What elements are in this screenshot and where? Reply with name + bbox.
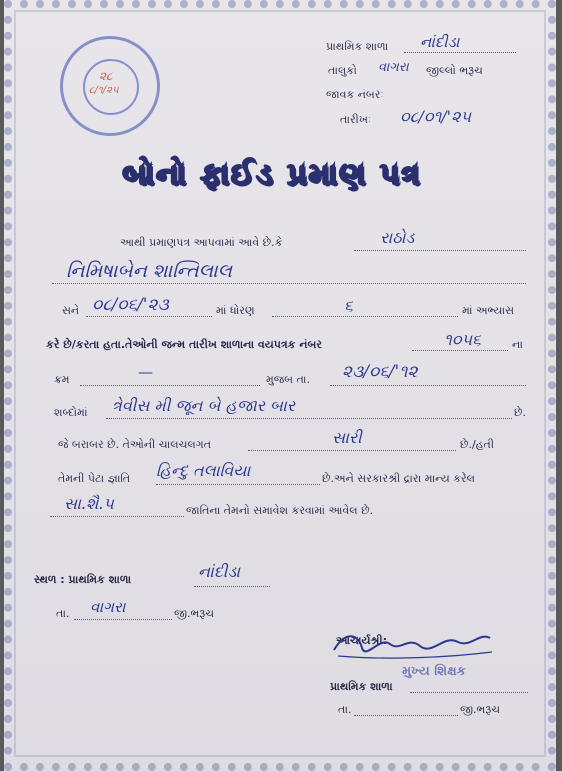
kram-value: — (138, 363, 153, 381)
since-value: ૦૮/૦૬/'૨૩ (92, 295, 169, 315)
since-dots (86, 316, 212, 317)
header-school-name: નાંદીડા (420, 33, 460, 51)
principal-ta-dots (354, 715, 458, 716)
category-dots (50, 516, 184, 517)
dob-dots (330, 385, 526, 386)
kram-dots (80, 385, 260, 386)
place-value: નાંદીડા (198, 562, 241, 581)
principal-ta-label: તા. (338, 703, 352, 716)
std-label: માં ધોરણ (216, 304, 255, 317)
header-outward-label: જાવક નંબરઃ (326, 88, 384, 101)
dob-words: ત્રેવીસ મી જૂન બે હજાર બાર (112, 396, 296, 415)
dob-value: ૨૩/૦૬/'૧૨ (342, 362, 418, 382)
name-dots (52, 283, 526, 284)
body-line4: કરે છે/કરતા હતા.તેઓની જન્મ તારીખ શાળાના વયપત્રક નંબર (46, 338, 322, 351)
conduct-dots (248, 450, 456, 451)
certificate-title: બોનો ફાઈડ પ્રમાણ પત્ર (122, 156, 422, 192)
conduct-value: સારી (332, 428, 362, 447)
register-dots (412, 350, 508, 351)
principal-school-dots (410, 692, 528, 693)
std-value: ૬ (344, 296, 353, 315)
place-label: સ્થળ : પ્રાથમિક શાળા (34, 573, 132, 586)
principal-stamp-text: મુખ્ય શિક્ષક (402, 664, 466, 679)
header-school-dots (404, 52, 516, 53)
caste-prefix: તેમની પેટા જ્ઞાતિ (58, 472, 131, 485)
register-no: ૧૦૫૬ (444, 330, 481, 349)
header-district-label: જીલ્લો ભરૂચ (426, 64, 483, 77)
full-name-value: નિમિષાબેન શાન્તિલાલ (66, 260, 232, 282)
chhe-label-1: છે. (514, 406, 526, 419)
place-dots (194, 586, 270, 587)
ta-value: વાગરા (90, 598, 126, 616)
certificate-paper (4, 0, 556, 771)
seal-number: ૨૮ (99, 69, 113, 83)
ta-label: તા. (56, 607, 70, 620)
study-label: માં અભ્યાસ (462, 304, 514, 317)
header-taluka-name: વાગરા (378, 60, 409, 75)
principal-label: આચાર્યશ્રી: (336, 634, 388, 647)
since-label: સને (62, 304, 80, 317)
header-date-label: તારીખઃ (340, 113, 372, 126)
ji-label: જી.ભરૂચ (174, 607, 214, 620)
surname-value: રાઠોડ (380, 228, 415, 247)
na-label: ના (512, 338, 523, 351)
header-date-value: ૦૮/૦૧/'૨૫ (400, 107, 471, 126)
caste-suffix: છે.અને સરકારશ્રી દ્રારા માન્ય કરેલ (322, 472, 475, 485)
caste-value: હિન્દુ તલાવિયા (156, 461, 251, 480)
words-dots (106, 418, 512, 419)
principal-school-label: પ્રાથમિક શાળા (330, 680, 393, 693)
ta-dots (74, 619, 172, 620)
principal-signature (324, 626, 500, 666)
caste-dots (156, 484, 320, 485)
chhe-label-2: છે./હતી (460, 438, 494, 451)
seal-date: ૮/૧/૨૫ (89, 85, 119, 96)
kram-label: ક્રમ (54, 373, 70, 386)
header-taluka-label: તાલુકો (328, 64, 357, 77)
surname-dots (354, 250, 526, 251)
mujab-label: મુજબ તા. (266, 373, 310, 386)
conduct-prefix: જે બરાબર છે. તેઓની ચાલચલગત (58, 438, 212, 451)
category-suffix: જાતિના તેમનો સમાવેશ કરવામાં આવેલ છે. (186, 504, 374, 517)
words-label: શબ્દોમાં (54, 406, 88, 419)
header-school-label: પ્રાથમિક શાળા (326, 40, 389, 53)
body-line1-prefix: આથી પ્રમાણપત્ર આપવામાં આવે છે.કે (120, 236, 283, 249)
std-dots (272, 316, 458, 317)
category-value: સા.શૈ.પ (64, 494, 114, 513)
school-seal (60, 36, 160, 136)
principal-ji-label: જી.ભરૂચ (460, 703, 500, 716)
